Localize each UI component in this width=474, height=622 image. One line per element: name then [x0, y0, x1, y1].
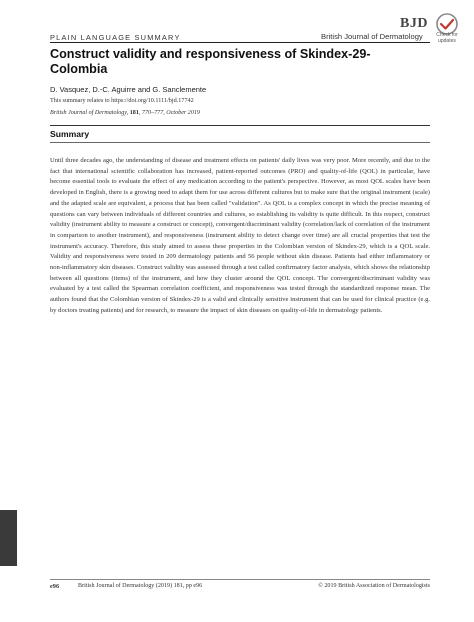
section-label: PLAIN LANGUAGE SUMMARY	[50, 33, 181, 42]
citation: British Journal of Dermatology, 181, 770–777, October 2019	[50, 110, 200, 116]
author-list: D. Vasquez, D.-C. Aguirre and G. Sanclemente	[50, 85, 207, 94]
summary-paragraph: Until three decades ago, the understanding of disease and treatment effects on patients' daily lives was very poor. More recently, and due to the fact that international scientific collaboration has increased, patient-reported outcomes (PRO) and quality-of-life (QOL) in particular, have become essential tools to evaluate the effect of any medication according to the patient's perspective. However, as most QOL scales have been developed in English, there is a growing need to adapt them for use across different cultures but to make sure that the original instrument (scale) and the adapted scale are equivalent, a process that has been called "validation". As QOL is a complex concept in which the precise meaning of questions can vary between individuals of different countries and cultures, so establishing its validity is quite difficult. In this respect, construct validity (instrument ability to measure a construct or concept), convergent/discriminant validity (correlation/lack of correlation of the instrument in comparison to another instrument), and responsiveness (instrument ability to detect change over time) are all crucial properties that test the instrument's accuracy. Therefore, this study aimed to assess these properties in the Colombian version of Skindex-29, which is a QOL scale. Validity and responsiveness were tested in 209 dermatology patients and 56 people without skin disease. Patients had either inflammatory or non-inflammatory skin diseases. Construct validity was assessed through a test called confirmatory factor analysis, which shows the relationship between all questions (items) of the instrument, and how they cluster around the QOL concept. The convergent/discriminant validity was evaluated by a test called the Spearman correlation coefficient, and responsiveness was tested through the standardized response mean. The authors found that the Colombian version of Skindex-29 is a valid and clinically sensitive instrument that can be used for clinical practice (e.g. by doctors treating patients) and for research, to measure the impact of skin diseases on quality-of-life in dermatology patients.	[50, 157, 430, 314]
journal-logo: BJD	[400, 16, 428, 31]
summary-reference[interactable]: This summary relates to https://doi.org/10.1111/bjd.17742	[50, 97, 194, 104]
journal-name: British Journal of Dermatology	[321, 32, 423, 41]
check-for-updates-label[interactable]: Check for updates	[436, 32, 458, 44]
footer-rule	[50, 579, 430, 580]
page-number: e96	[50, 583, 60, 590]
citation-volume: 181	[129, 110, 139, 116]
section-heading: Summary	[50, 129, 90, 139]
side-tab	[0, 510, 17, 566]
header-rule	[50, 42, 430, 43]
section-rule	[50, 125, 430, 126]
footer-journal: British Journal of Dermatology (2019) 181, pp e96	[78, 583, 203, 589]
section-subrule	[50, 142, 430, 143]
article-title: Construct validity and responsiveness of Skindex-29-Colombia	[50, 47, 371, 76]
citation-pages-date: , 770–777, October 2019	[138, 110, 200, 116]
citation-journal: British Journal of Dermatology	[50, 110, 127, 116]
footer-copyright: © 2019 British Association of Dermatologists	[318, 583, 430, 589]
